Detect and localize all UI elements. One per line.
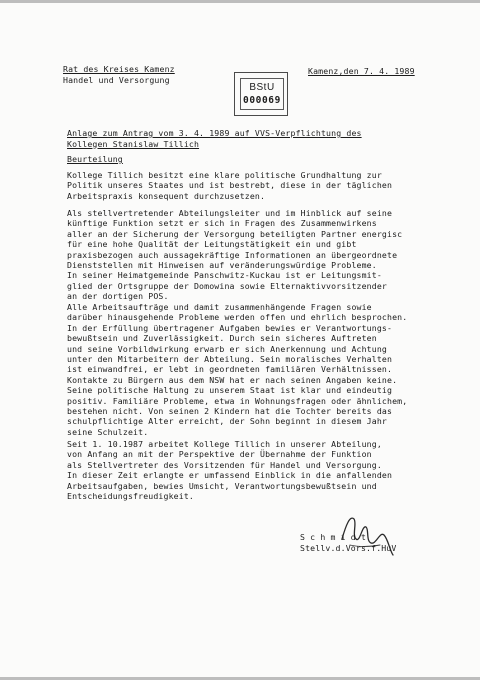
paragraph-line: künftige Funktion setzt er sich in Fragen des Zusammenwirkens [67, 218, 377, 229]
place-date: Kamenz,den 7. 4. 1989 [308, 66, 415, 76]
sender-block [63, 64, 175, 86]
paragraph-line: bestehen nicht. Von seinen 2 Kindern hat die Tochter bereits das [67, 405, 393, 416]
paragraph-line: Arbeitspraxis konsequent durchzusetzen. [67, 190, 266, 201]
paragraph-line: an der dortigen POS. [67, 291, 169, 302]
paragraph-line: In seiner Heimatgemeinde Panschwitz-Kuckau ist er Leitungsmit- [67, 270, 382, 281]
sender-line-2: Handel und Versorgung [63, 75, 170, 85]
paragraph-line: aller an der Sicherung der Versorgung beteiligten Partner energisc [67, 228, 403, 239]
paragraph-4 [67, 439, 392, 501]
bstu-stamp [234, 72, 288, 116]
paragraph-line: praxisbezogen auch aussagekräftige Informationen an übergeordnete [67, 249, 398, 260]
paragraph-line: darüber hinausgehende Probleme werden offen und ehrlich besprochen. [67, 312, 408, 323]
paragraph-line: Seine politische Haltung zu unserem Staat ist klar und eindeutig [67, 385, 393, 396]
paragraph-line: schulpflichtige Alter erreicht, der Sohn beginnt in diesem Jahr [67, 416, 387, 427]
paragraph-line: von Anfang an mit der Perspektive der Übernahme der Funktion [67, 449, 372, 460]
subject-line-1: Anlage zum Antrag vom 3. 4. 1989 auf VVS-Verpflichtung des [67, 128, 362, 138]
paragraph-line: Seit 1. 10.1987 arbeitet Kollege Tillich in unserer Abteilung, [67, 439, 382, 449]
stamp-label: BStU [249, 82, 275, 93]
paragraph-line: ist einwandfrei, er lebt in geordneten familiären Verhältnissen. [67, 364, 393, 375]
paragraph-line: Dienststellen mit Hinweisen auf veränderungswürdige Probleme. [67, 259, 377, 270]
signer-block [300, 532, 397, 553]
paragraph-line: Alle Arbeitsaufträge und damit zusammenhängende Fragen sowie [67, 302, 372, 312]
paragraph-line: Kontakte zu Bürgern aus dem NSW hat er nach seinen Angaben keine. [67, 374, 398, 385]
stamp-number: 000069 [243, 95, 281, 106]
paragraph-line: In dieser Zeit erlangte er umfassend Einblick in die anfallenden [67, 470, 393, 481]
paragraph-line: positiv. Familiäre Probleme, etwa in Wohnungsfragen oder ähnlichem, [67, 395, 408, 406]
paragraph-line: glied der Ortsgruppe der Domowina sowie Elternaktivvorsitzender [67, 280, 387, 291]
signer-title: Stellv.d.Vors.f.HuV [300, 542, 397, 553]
paragraph-line: als Stellvertreter des Vorsitzenden für Handel und Versorgung. [67, 459, 382, 470]
paragraph-line: In der Erfüllung übertragener Aufgaben bewies er Verantwortungs- [67, 322, 393, 333]
scan-edge-top [0, 0, 480, 3]
paragraph-3 [67, 302, 407, 437]
paragraph-line: Politik unseres Staates und ist bestrebt, diese in der täglichen [67, 180, 393, 191]
subject-block [67, 128, 362, 149]
paragraph-2 [67, 208, 402, 302]
paragraph-line: seine Schulzeit. [67, 426, 149, 437]
sender-line-1: Rat des Kreises Kamenz [63, 64, 175, 74]
paragraph-line: Entscheidungsfreudigkeit. [67, 490, 194, 501]
paragraph-1 [67, 170, 392, 201]
section-heading: Beurteilung [67, 154, 123, 164]
paragraph-line: und seine Vorbildwirkung erwarb er sich Anerkennung und Achtung [67, 343, 387, 354]
stamp-frame [240, 78, 284, 110]
paragraph-line: bewußtsein und Zuverlässigkeit. Durch sein sicheres Auftreten [67, 333, 377, 344]
paragraph-line: unter den Mitarbeitern der Abteilung. Sein moralisches Verhalten [67, 353, 393, 364]
paragraph-line: Als stellvertretender Abteilungsleiter und im Hinblick auf seine [67, 208, 393, 218]
paragraph-line: für eine hohe Qualität der Leitungstätigkeit ein und gibt [67, 239, 357, 250]
paragraph-line: Kollege Tillich besitzt eine klare politische Grundhaltung zur [67, 170, 382, 180]
subject-line-2: Kollegen Stanislaw Tillich [67, 138, 200, 149]
signer-name: S c h m i d t [300, 532, 367, 542]
paragraph-line: Arbeitsaufgaben, bewies Umsicht, Verantwortungsbewußtsein und [67, 480, 377, 491]
